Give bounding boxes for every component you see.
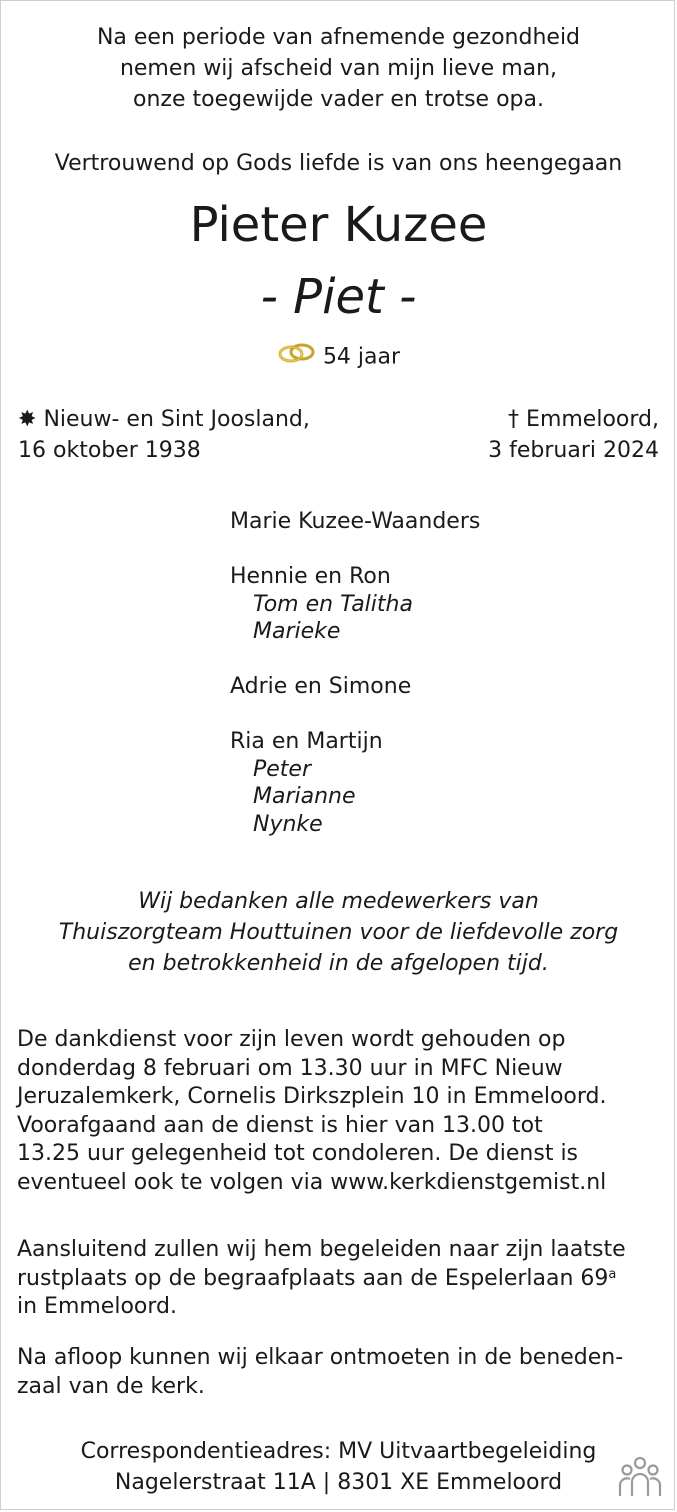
- people-group-icon: [617, 1454, 663, 1504]
- gathering-line: Na afloop kunnen wij elkaar ontmoeten in de beneden-: [17, 1345, 624, 1370]
- service-line: eventueel ook te volgen via www.kerkdienstgemist.nl: [17, 1169, 607, 1195]
- service-line: Voorafgaand aan de dienst is hier van 13.00 tot: [17, 1112, 543, 1138]
- birth-info: [18, 404, 310, 466]
- death-cross-icon: †: [508, 407, 520, 432]
- deceased-nickname: [0, 268, 677, 326]
- nickname-text: - Piet -: [260, 269, 417, 325]
- service-info: [17, 1026, 657, 1197]
- family-list: [230, 508, 480, 866]
- birth-date: 16 oktober 1938: [18, 438, 201, 463]
- family-group: [230, 563, 480, 646]
- faith-line: Vertrouwend op Gods liefde is van ons heengegaan: [54, 151, 623, 176]
- service-line: De dankdienst voor zijn leven wordt gehouden op: [17, 1027, 566, 1052]
- service-line: donderdag 8 februari om 13.30 uur in MFC Nieuw: [17, 1055, 563, 1081]
- thanks-line: Wij bedanken alle medewerkers van: [138, 889, 539, 914]
- intro-text: [0, 22, 677, 115]
- wedding-rings-icon: [277, 342, 317, 373]
- service-line: Jeruzalemkerk, Cornelis Dirkszplein 10 in Emmeloord.: [17, 1084, 607, 1109]
- death-info: [488, 404, 659, 466]
- correspondence-line: Nagelerstraat 11A | 8301 XE Emmeloord: [114, 1470, 563, 1495]
- married-years: 54 jaar: [322, 344, 401, 370]
- family-group: [230, 508, 480, 536]
- gathering-line: zaal van de kerk.: [17, 1373, 205, 1399]
- gathering-info: [17, 1344, 657, 1401]
- birth-place: Nieuw- en Sint Joosland,: [43, 407, 310, 432]
- intro-line: Na een periode van afnemende gezondheid: [96, 25, 581, 50]
- child-name: Adrie en Simone: [230, 674, 412, 699]
- grandchild-name: Marieke: [253, 619, 341, 644]
- intro-line: onze toegewijde vader en trotse opa.: [133, 87, 544, 112]
- grandchild-name: Marianne: [253, 784, 356, 809]
- thanks-line: Thuiszorgteam Houttuinen voor de liefdevolle zorg: [58, 920, 619, 945]
- correspondence-address: [0, 1436, 677, 1498]
- thanks-message: [0, 886, 677, 979]
- child-name: Hennie en Ron: [230, 564, 391, 589]
- service-line: 13.25 uur gelegenheid tot condoleren. De dienst is: [17, 1141, 579, 1166]
- spouse-name: Marie Kuzee-Waanders: [230, 509, 481, 534]
- burial-line: in Emmeloord.: [17, 1294, 177, 1319]
- intro-line: nemen wij afscheid van mijn lieve man,: [119, 56, 558, 81]
- correspondence-line: Correspondentieadres: MV Uitvaartbegeleiding: [80, 1439, 597, 1464]
- address-suffix: a: [608, 1266, 617, 1282]
- grandchild-name: Tom en Talitha: [253, 591, 413, 617]
- marriage-duration: [0, 342, 677, 373]
- family-group: [230, 673, 480, 701]
- death-place: Emmeloord,: [526, 407, 659, 432]
- grandchild-name: Peter: [253, 756, 312, 782]
- grandchild-name: Nynke: [253, 811, 323, 837]
- family-group: [230, 728, 480, 838]
- burial-line: [17, 1265, 657, 1294]
- burial-line: Aansluitend zullen wij hem begeleiden naar zijn laatste: [17, 1237, 626, 1262]
- thanks-line: en betrokkenheid in de afgelopen tijd.: [128, 951, 549, 976]
- birth-star-icon: ✸: [18, 407, 37, 432]
- death-date: 3 februari 2024: [488, 438, 659, 463]
- deceased-name: Pieter Kuzee: [189, 197, 488, 253]
- child-name: Ria en Martijn: [230, 729, 383, 754]
- burial-info: [17, 1236, 657, 1322]
- burial-address: rustplaats op de begraafplaats aan de Espelerlaan 69: [17, 1265, 609, 1291]
